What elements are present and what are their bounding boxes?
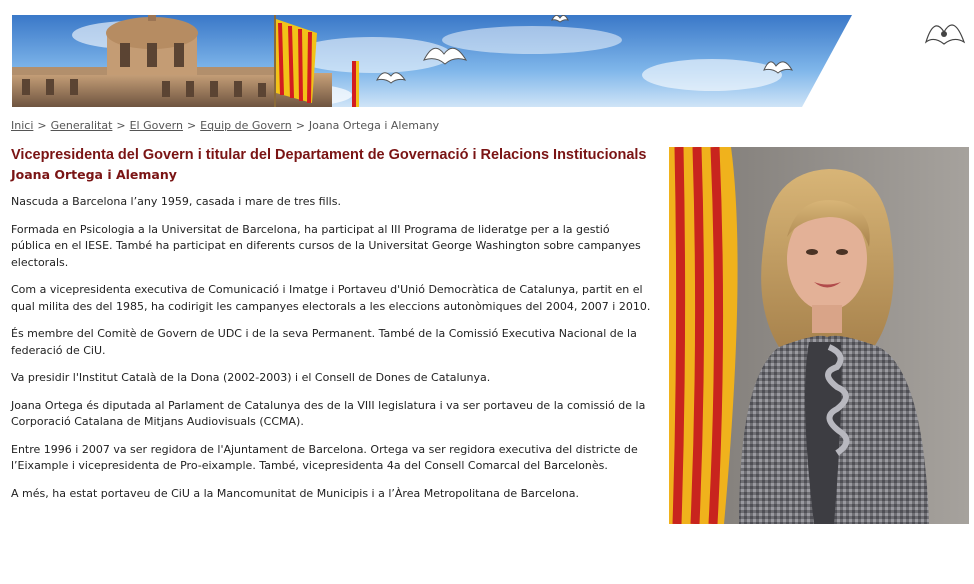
biography (11, 194, 651, 502)
bio-paragraph: Entre 1996 i 2007 va ser regidora de l'Ajuntament de Barcelona. Ortega va ser regidora executiva del districte de l’Eixample i vicepresidenta de Pro-eixample. També, vicepresidenta 4a del Consell Comarcal del Barcelonès. (11, 442, 638, 472)
breadcrumb-link-generalitat[interactable]: Generalitat (50, 119, 113, 132)
breadcrumb-separator: > (116, 119, 126, 132)
profile-content (11, 147, 651, 513)
breadcrumb (11, 119, 439, 132)
official-portrait-photo (669, 147, 969, 524)
breadcrumb-separator: > (295, 119, 305, 132)
bio-paragraph: Formada en Psicologia a la Universitat de Barcelona, ha participat al III Programa de lideratge per a la gestió pública en el IESE. També ha participat en diferents cursos de la Universitat George Washington sobre campanyes electorals. (11, 222, 641, 269)
seagull-icon (922, 12, 966, 52)
bio-paragraph: Joana Ortega és diputada al Parlament de Catalunya des de la VIII legislatura i va ser portaveu de la comissió de la Corporació Catalana de Mitjans Audiovisuals (CCMA). (11, 398, 646, 428)
bio-paragraph: Nascuda a Barcelona l’any 1959, casada i mare de tres fills. (11, 195, 341, 208)
breadcrumb-separator: > (186, 119, 197, 132)
breadcrumb-link-equip-de-govern[interactable]: Equip de Govern (200, 119, 292, 132)
bio-paragraph: Com a vicepresidenta executiva de Comunicació i Imatge i Portaveu d'Unió Democràtica de Catalunya, partit en el qual milita des del 1985, ha codirigit les campanyes electorals a les eleccions autonòmiques del 2004, 2007 i 2010. (11, 283, 651, 313)
breadcrumb-separator: > (37, 119, 47, 132)
banner-image (12, 15, 852, 107)
bio-paragraph: És membre del Comitè de Govern de UDC i de la seva Permanent. També de la Comissió Executiva Nacional de la federació de CiU. (11, 327, 637, 357)
page-title: Vicepresidenta del Govern i titular del Departament de Governació i Relacions Institucionals (11, 147, 647, 163)
breadcrumb-link-el-govern[interactable]: El Govern (129, 119, 183, 132)
profile-name: Joana Ortega i Alemany (11, 167, 177, 182)
breadcrumb-link-inici[interactable]: Inici (11, 119, 34, 132)
bio-paragraph: Va presidir l'Institut Català de la Dona (2002-2003) i el Consell de Dones de Catalunya. (11, 371, 491, 384)
bio-paragraph: A més, ha estat portaveu de CiU a la Mancomunitat de Municipis i a l’Àrea Metropolitana de Barcelona. (11, 486, 580, 500)
breadcrumb-current: Joana Ortega i Alemany (308, 119, 440, 132)
header-banner (12, 15, 852, 107)
